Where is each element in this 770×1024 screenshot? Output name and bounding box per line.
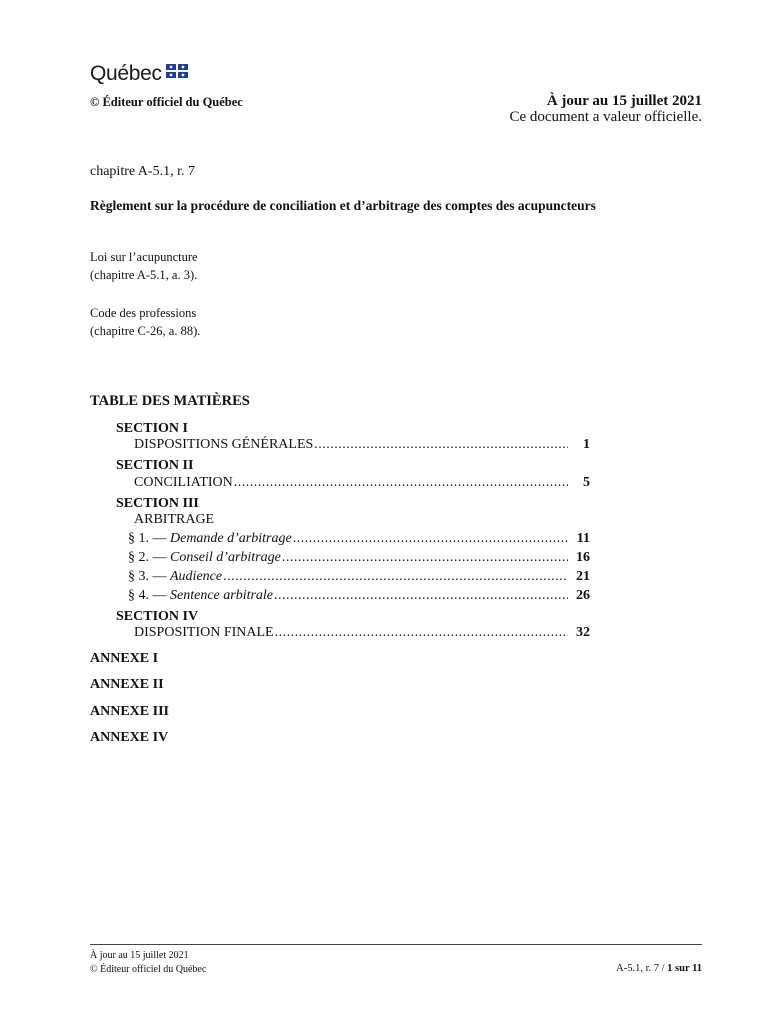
toc-subentry-title: Audience bbox=[170, 569, 223, 584]
toc-subentry[interactable] bbox=[128, 531, 590, 547]
toc-entry-title: DISPOSITION FINALE bbox=[134, 625, 274, 640]
toc-subentry-label bbox=[128, 550, 281, 566]
toc-subentry-title: Conseil d’arbitrage bbox=[170, 550, 281, 565]
toc-subentry[interactable] bbox=[128, 550, 590, 566]
toc-entry-title: DISPOSITIONS GÉNÉRALES bbox=[134, 437, 314, 452]
footer-chapter-ref: A-5.1, r. 7 / bbox=[616, 963, 668, 974]
toc-page-number: 32 bbox=[576, 625, 590, 640]
toc-leader-dots bbox=[223, 569, 568, 585]
toc-entry-title: CONCILIATION bbox=[134, 475, 233, 490]
toc-leader-dots bbox=[282, 550, 568, 566]
footer-divider bbox=[90, 944, 702, 945]
toc-annexe[interactable]: ANNEXE I bbox=[90, 651, 159, 666]
toc-entry-title: ARBITRAGE bbox=[134, 512, 215, 527]
toc-subentry-prefix: § 4. — bbox=[128, 588, 170, 603]
toc-annexe[interactable]: ANNEXE III bbox=[90, 704, 169, 719]
toc-annexe[interactable]: ANNEXE II bbox=[90, 677, 164, 692]
toc-subentry-prefix: § 1. — bbox=[128, 531, 170, 546]
logo-wordmark: Québec bbox=[90, 62, 162, 85]
authority-name: Loi sur l’acupuncture bbox=[90, 250, 198, 264]
authority-name: Code des professions bbox=[90, 306, 197, 320]
regulation-title: Règlement sur la procédure de conciliation et d’arbitrage des comptes des acupuncteurs bbox=[90, 198, 596, 213]
quebec-logo bbox=[90, 62, 188, 86]
toc-annexe[interactable]: ANNEXE IV bbox=[90, 730, 169, 745]
toc-section-heading: SECTION I bbox=[116, 421, 188, 436]
quebec-flag-icon bbox=[166, 64, 188, 78]
toc-leader-dots bbox=[275, 625, 568, 641]
toc-title: TABLE DES MATIÈRES bbox=[90, 393, 250, 409]
footer-page-ref bbox=[616, 963, 702, 974]
toc-subentry[interactable] bbox=[128, 588, 590, 604]
toc-section-heading: SECTION IV bbox=[116, 609, 199, 624]
toc-leader-dots bbox=[293, 531, 568, 547]
toc-subentry-prefix: § 3. — bbox=[128, 569, 170, 584]
toc-section-heading: SECTION II bbox=[116, 458, 194, 473]
toc-page-number: 11 bbox=[576, 531, 590, 546]
date-a-jour: À jour au 15 juillet 2021 bbox=[546, 93, 702, 109]
editeur-officiel: © Éditeur officiel du Québec bbox=[90, 95, 243, 109]
footer-left bbox=[90, 949, 206, 977]
toc-subentry-label bbox=[128, 569, 222, 585]
footer-date: À jour au 15 juillet 2021 bbox=[90, 950, 189, 961]
toc-page-number: 5 bbox=[583, 475, 590, 490]
toc-page-number: 16 bbox=[576, 550, 590, 565]
toc-page-number: 1 bbox=[583, 437, 590, 452]
valeur-officielle: Ce document a valeur officielle. bbox=[509, 109, 702, 125]
toc-subentry-title: Sentence arbitrale bbox=[170, 588, 274, 603]
toc-leader-dots bbox=[314, 437, 568, 453]
toc-subentry-label bbox=[128, 588, 273, 604]
chapitre-reference: chapitre A-5.1, r. 7 bbox=[90, 164, 195, 179]
authority-reference: (chapitre C-26, a. 88). bbox=[90, 324, 201, 338]
toc-subentry-prefix: § 2. — bbox=[128, 550, 170, 565]
toc-leader-dots bbox=[274, 588, 568, 604]
toc-page-number: 21 bbox=[576, 569, 590, 584]
toc-entry[interactable] bbox=[134, 625, 590, 641]
toc-section-heading: SECTION III bbox=[116, 496, 199, 511]
toc-subentry-title: Demande d’arbitrage bbox=[170, 531, 292, 546]
toc-subentry-label bbox=[128, 531, 292, 547]
toc-entry[interactable] bbox=[134, 437, 590, 453]
toc-entry-arbitrage[interactable] bbox=[134, 512, 590, 528]
toc-page-number: 26 bbox=[576, 588, 590, 603]
footer-page-number: 1 sur 11 bbox=[667, 963, 702, 974]
toc-subentry[interactable] bbox=[128, 569, 590, 585]
authority-loi-acupuncture bbox=[90, 248, 198, 284]
footer-editeur: © Éditeur officiel du Québec bbox=[90, 964, 207, 975]
toc-leader-dots bbox=[234, 475, 568, 491]
toc-entry[interactable] bbox=[134, 475, 590, 491]
authority-reference: (chapitre A-5.1, a. 3). bbox=[90, 268, 198, 282]
authority-code-professions bbox=[90, 304, 200, 340]
